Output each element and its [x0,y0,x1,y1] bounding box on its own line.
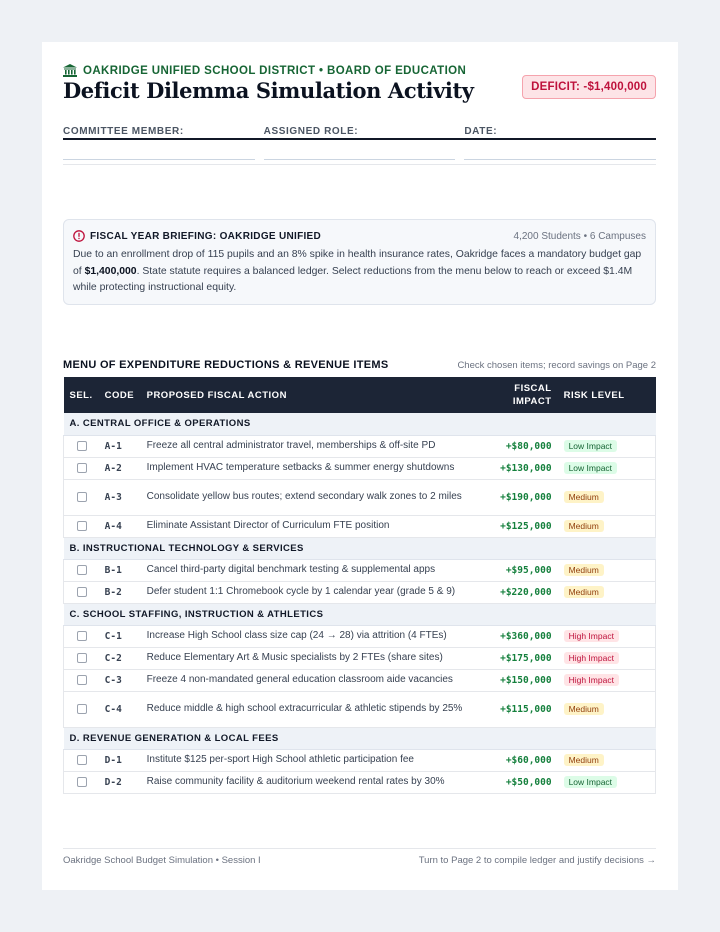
briefing-heading [73,230,321,242]
table-row [64,515,656,537]
reductions-table [63,377,656,794]
table-row [64,771,656,793]
risk-cell [558,479,656,515]
col-action: PROPOSED FISCAL ACTION [146,389,287,401]
briefing-text-part: . State statute requires a balanced ledger. Select reductions from the menu below to reach or exceed $1.4M while protecting instructional equity. [73,265,633,293]
table-row [64,749,656,771]
select-checkbox[interactable] [77,521,87,531]
select-checkbox[interactable] [77,463,87,473]
item-action: Increase High School class size cap (24 → 28) via attrition (4 FTEs) [141,625,494,647]
footer-next: Turn to Page 2 to compile ledger and justify decisions → [418,855,656,866]
section-title: B. INSTRUCTIONAL TECHNOLOGY & SERVICES [64,537,656,559]
committee-member-field[interactable] [63,126,255,160]
date-line[interactable] [464,159,656,160]
item-impact: +$50,000 [494,771,558,793]
select-cell [64,515,99,537]
risk-cell [558,435,656,457]
risk-badge: High Impact [564,674,619,686]
item-code: D-1 [99,749,141,771]
section-row [64,603,656,625]
risk-cell [558,625,656,647]
briefing-text [73,247,646,297]
item-impact: +$95,000 [494,559,558,581]
col-sel: SEL. [69,389,93,401]
item-action: Defer student 1:1 Chromebook cycle by 1 calendar year (grade 5 & 9) [141,581,494,603]
committee-member-line[interactable] [63,159,255,160]
table-row [64,581,656,603]
select-cell [64,625,99,647]
section-title: D. REVENUE GENERATION & LOCAL FEES [64,727,656,749]
select-cell [64,457,99,479]
item-code: B-1 [99,559,141,581]
briefing-box [63,219,656,305]
risk-badge: Medium [564,703,604,715]
budget-gap-amount: $1,400,000 [84,265,137,277]
risk-cell [558,691,656,727]
item-code: A-3 [99,479,141,515]
risk-cell [558,559,656,581]
risk-cell [558,581,656,603]
select-checkbox[interactable] [77,704,87,714]
risk-cell [558,647,656,669]
select-checkbox[interactable] [77,675,87,685]
risk-cell [558,669,656,691]
item-code: A-4 [99,515,141,537]
footer-session: Oakridge School Budget Simulation • Session I [63,855,261,866]
item-impact: +$175,000 [494,647,558,669]
item-action: Eliminate Assistant Director of Curriculum FTE position [141,515,494,537]
table-row [64,559,656,581]
section-row [64,537,656,559]
item-impact: +$60,000 [494,749,558,771]
col-risk: RISK LEVEL [563,389,625,401]
item-action: Consolidate yellow bus routes; extend secondary walk zones to 2 miles [141,479,494,515]
item-code: A-1 [99,435,141,457]
select-checkbox[interactable] [77,441,87,451]
risk-badge: Medium [564,520,604,532]
select-cell [64,669,99,691]
section-title: A. CENTRAL OFFICE & OPERATIONS [64,413,656,435]
item-code: C-2 [99,647,141,669]
section-title: C. SCHOOL STAFFING, INSTRUCTION & ATHLETICS [64,603,656,625]
page-title: Deficit Dilemma Simulation Activity [63,78,474,103]
section-row [64,727,656,749]
item-action: Reduce Elementary Art & Music specialists by 2 FTEs (share sites) [141,647,494,669]
section-row [64,413,656,435]
briefing-text-part: Due to an enrollment drop of 115 pupils and an 8% spike in health insurance rates, Oakridge faces a mandatory budget gap of [73,249,642,277]
item-action: Freeze 4 non-mandated general education classroom aide vacancies [141,669,494,691]
col-impact [494,377,558,413]
committee-member-label: COMMITTEE MEMBER: [63,126,184,137]
item-impact: +$360,000 [494,625,558,647]
risk-cell [558,771,656,793]
item-action: Cancel third-party digital benchmark testing & supplemental apps [141,559,494,581]
item-action: Institute $125 per-sport High School athletic participation fee [141,749,494,771]
table-row [64,435,656,457]
select-checkbox[interactable] [77,587,87,597]
col-code: CODE [104,389,135,401]
table-row [64,625,656,647]
item-impact: +$125,000 [494,515,558,537]
risk-cell [558,749,656,771]
assigned-role-label: ASSIGNED ROLE: [263,126,359,137]
item-action: Reduce middle & high school extracurricular & athletic stipends by 25% [141,691,494,727]
table-row [64,457,656,479]
risk-badge: Low Impact [564,440,617,452]
risk-badge: Medium [564,754,604,766]
date-label: DATE: [464,126,498,137]
briefing-title: FISCAL YEAR BRIEFING: OAKRIDGE UNIFIED [90,230,322,242]
item-code: C-1 [99,625,141,647]
select-cell [64,479,99,515]
select-checkbox[interactable] [77,653,87,663]
courthouse-icon [63,64,77,77]
risk-badge: High Impact [564,652,619,664]
member-fields [63,126,656,160]
select-cell [64,435,99,457]
select-checkbox[interactable] [77,565,87,575]
select-cell [64,771,99,793]
select-cell [64,647,99,669]
table-body [64,413,656,793]
risk-badge: Medium [564,586,604,598]
item-impact: +$220,000 [494,581,558,603]
district-name: OAKRIDGE UNIFIED SCHOOL DISTRICT • BOARD OF EDUCATION [83,64,467,77]
menu-note: Check chosen items; record savings on Page 2 [457,360,656,371]
select-cell [64,559,99,581]
item-code: B-2 [99,581,141,603]
risk-badge: Medium [564,564,604,576]
menu-title: MENU OF EXPENDITURE REDUCTIONS & REVENUE ITEMS [63,359,389,371]
select-checkbox[interactable] [77,492,87,502]
table-row [64,647,656,669]
select-cell [64,749,99,771]
menu-heading-row [63,359,656,371]
assigned-role-field[interactable] [264,126,456,160]
select-cell [64,581,99,603]
date-field[interactable] [464,126,656,160]
item-code: C-4 [99,691,141,727]
assigned-role-line[interactable] [264,159,456,160]
table-header-row [64,377,656,413]
table-row [64,479,656,515]
col-impact-line2: IMPACT [512,396,552,407]
worksheet-page [42,42,678,890]
briefing-stats: 4,200 Students • 6 Campuses [513,230,646,242]
col-impact-line1: FISCAL [514,383,552,394]
item-code: D-2 [99,771,141,793]
select-cell [64,691,99,727]
risk-badge: Low Impact [564,776,617,788]
item-impact: +$80,000 [494,435,558,457]
select-checkbox[interactable] [77,631,87,641]
item-impact: +$150,000 [494,669,558,691]
district-line [63,64,466,77]
risk-cell [558,515,656,537]
item-action: Raise community facility & auditorium weekend rental rates by 30% [141,771,494,793]
risk-cell [558,457,656,479]
table-row [64,669,656,691]
alert-icon [73,230,85,242]
divider [63,164,656,165]
page-footer [63,848,656,866]
select-checkbox[interactable] [77,755,87,765]
risk-badge: Medium [564,491,604,503]
item-code: C-3 [99,669,141,691]
deficit-badge: DEFICIT: -$1,400,000 [522,75,656,99]
risk-badge: Low Impact [564,462,617,474]
item-action: Freeze all central administrator travel, memberships & off-site PD [141,435,494,457]
item-impact: +$115,000 [494,691,558,727]
risk-badge: High Impact [564,630,619,642]
item-action: Implement HVAC temperature setbacks & summer energy shutdowns [141,457,494,479]
item-code: A-2 [99,457,141,479]
item-impact: +$190,000 [494,479,558,515]
item-impact: +$130,000 [494,457,558,479]
select-checkbox[interactable] [77,777,87,787]
table-row [64,691,656,727]
